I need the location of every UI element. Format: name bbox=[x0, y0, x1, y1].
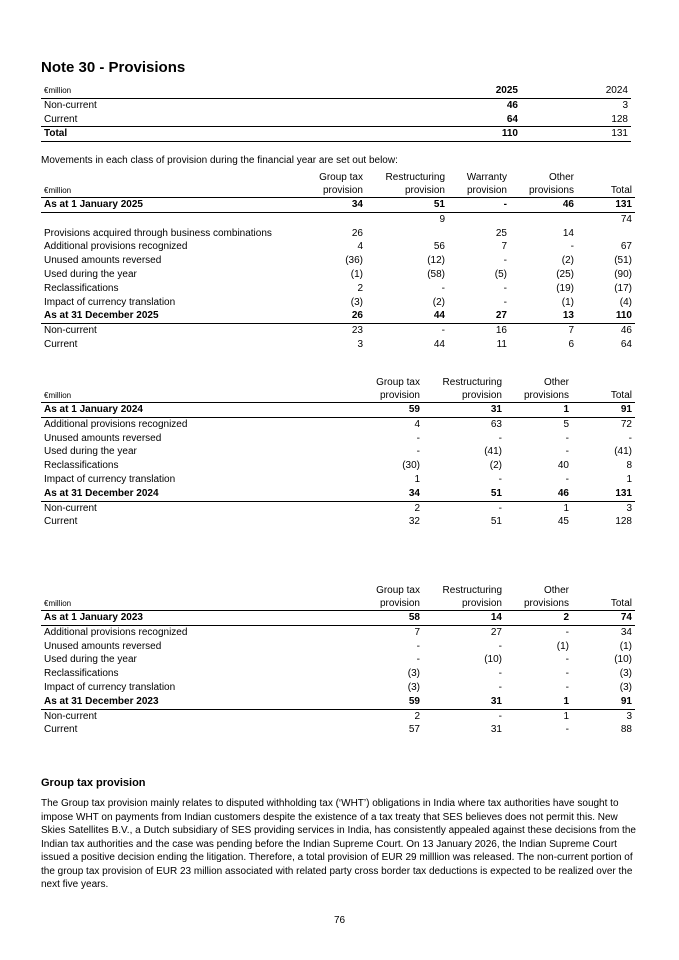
cell: - bbox=[416, 432, 420, 444]
unit-label: €million bbox=[41, 585, 351, 611]
cell: 34 bbox=[620, 626, 632, 638]
cell: (19) bbox=[556, 282, 574, 294]
cell: 46 bbox=[506, 99, 518, 111]
cell: (1) bbox=[556, 640, 569, 652]
summary-table bbox=[41, 84, 631, 142]
cell: - bbox=[565, 654, 569, 666]
cell: 3 bbox=[357, 338, 363, 350]
row-label: Provisions acquired through business combinations bbox=[44, 227, 272, 239]
row-label: Used during the year bbox=[44, 268, 137, 280]
cell: (10) bbox=[484, 654, 502, 666]
cell: 131 bbox=[521, 127, 631, 142]
intro-text: Movements in each class of provision during the financial year are set out below: bbox=[41, 155, 398, 166]
cell: - bbox=[441, 282, 445, 294]
cell: 67 bbox=[620, 241, 632, 253]
cell: 91 bbox=[572, 403, 635, 418]
table-row bbox=[41, 268, 635, 282]
rows-2023 bbox=[41, 611, 635, 738]
cell: - bbox=[565, 432, 569, 444]
cell: (1) bbox=[561, 296, 574, 308]
movements-table-2023 bbox=[41, 585, 635, 737]
row-label: Current bbox=[44, 724, 78, 736]
table-row bbox=[41, 417, 635, 431]
cell: 110 bbox=[577, 309, 635, 323]
row-label: Current bbox=[44, 516, 78, 528]
row-label: As at 31 December 2024 bbox=[41, 487, 351, 501]
row-label: Total bbox=[41, 127, 411, 142]
table-row bbox=[41, 695, 635, 709]
cell: 128 bbox=[521, 113, 631, 127]
cell: (2) bbox=[561, 255, 574, 267]
row-label: Non-current bbox=[44, 325, 97, 337]
cell bbox=[366, 227, 448, 241]
table-row bbox=[41, 296, 635, 310]
cell: (3) bbox=[350, 296, 363, 308]
cell: 51 bbox=[490, 516, 502, 528]
group-tax-section-title: Group tax provision bbox=[41, 777, 146, 789]
cell: 46 bbox=[620, 325, 632, 337]
cell: 14 bbox=[562, 227, 574, 239]
cell: (17) bbox=[614, 282, 632, 294]
col-group-tax: Group tax provision bbox=[351, 377, 423, 403]
table-row bbox=[41, 501, 635, 515]
cell: 63 bbox=[490, 418, 502, 430]
cell: - bbox=[498, 710, 502, 722]
cell: (30) bbox=[402, 460, 420, 472]
row-label bbox=[41, 212, 291, 226]
cell: 91 bbox=[572, 695, 635, 709]
row-label: As at 1 January 2024 bbox=[41, 403, 351, 418]
movements-table-2024 bbox=[41, 377, 635, 529]
cell: - bbox=[498, 681, 502, 693]
cell: 51 bbox=[423, 487, 505, 501]
cell: - bbox=[498, 432, 502, 444]
cell: - bbox=[448, 198, 510, 213]
row-label: Used during the year bbox=[44, 654, 137, 666]
table-row bbox=[41, 254, 635, 268]
cell: 64 bbox=[620, 338, 632, 350]
cell: (3) bbox=[619, 681, 632, 693]
cell: - bbox=[565, 473, 569, 485]
row-label: Used during the year bbox=[44, 446, 137, 458]
cell: - bbox=[503, 296, 507, 308]
cell: 34 bbox=[351, 487, 423, 501]
table-row bbox=[41, 459, 635, 473]
cell: 1 bbox=[414, 473, 420, 485]
row-label: Unused amounts reversed bbox=[44, 432, 162, 444]
cell: 4 bbox=[414, 418, 420, 430]
cell: 27 bbox=[448, 309, 510, 323]
cell: - bbox=[565, 724, 569, 736]
summary-unit-label: €million bbox=[41, 84, 411, 98]
cell: - bbox=[628, 432, 632, 444]
cell: (25) bbox=[556, 268, 574, 280]
cell: 1 bbox=[626, 473, 632, 485]
row-label: Reclassifications bbox=[44, 668, 119, 680]
unit-label: €million bbox=[41, 377, 351, 403]
cell: 74 bbox=[572, 611, 635, 626]
cell: - bbox=[565, 446, 569, 458]
cell: 13 bbox=[510, 309, 577, 323]
table-row bbox=[41, 212, 635, 226]
row-label: Unused amounts reversed bbox=[44, 255, 162, 267]
cell: 31 bbox=[423, 403, 505, 418]
row-label: Additional provisions recognized bbox=[44, 241, 188, 253]
table-row bbox=[41, 432, 635, 446]
table-row bbox=[41, 240, 635, 254]
cell: 88 bbox=[620, 724, 632, 736]
cell: - bbox=[441, 325, 445, 337]
cell bbox=[448, 212, 510, 226]
cell: 2 bbox=[505, 611, 572, 626]
col-warranty: Warranty provision bbox=[448, 172, 510, 198]
col-group-tax: Group tax provision bbox=[351, 585, 423, 611]
cell: 44 bbox=[433, 338, 445, 350]
summary-col-2024: 2024 bbox=[521, 84, 631, 98]
summary-col-2025: 2025 bbox=[411, 84, 521, 98]
cell: 46 bbox=[510, 198, 577, 213]
cell: (2) bbox=[489, 460, 502, 472]
cell: - bbox=[498, 473, 502, 485]
row-label: As at 31 December 2025 bbox=[41, 309, 291, 323]
cell: (36) bbox=[345, 255, 363, 267]
cell: - bbox=[498, 668, 502, 680]
cell: 1 bbox=[505, 403, 572, 418]
cell: 16 bbox=[495, 325, 507, 337]
cell: - bbox=[570, 241, 574, 253]
cell: (3) bbox=[407, 681, 420, 693]
table-row bbox=[41, 282, 635, 296]
table-row bbox=[41, 681, 635, 695]
col-other: Other provisions bbox=[510, 172, 577, 198]
page-title: Note 30 - Provisions bbox=[41, 59, 186, 76]
table-row bbox=[41, 487, 635, 501]
cell: (3) bbox=[407, 668, 420, 680]
cell: (41) bbox=[484, 446, 502, 458]
row-label: As at 31 December 2023 bbox=[41, 695, 351, 709]
table-row bbox=[41, 723, 635, 737]
row-label: Non-current bbox=[44, 710, 97, 722]
table-row bbox=[41, 227, 635, 241]
group-tax-paragraph: The Group tax provision mainly relates to disputed withholding tax (‘WHT’) obligations in India where tax authorities have sought to impose WHT on payments from Indian customers despite the existence of a tax treaty that SES believes does not permit this. New Skies Satellites B.V., a Dutch subsidiary of SES providing services in India, has consistently appealed against these decisions from the Indian tax authorities and the case was pending before the Indian Supreme Court. On 13 January 2026, the Indian Supreme Court issued a positive decision ending the litigation. Therefore, a total provision of EUR 29 milllion was released. The non-current portion of the group tax provision of EUR 23 million associated with related party cross border tax deductions is expected to be realized over the next five years. bbox=[41, 798, 636, 890]
header-row bbox=[41, 585, 635, 611]
cell: (1) bbox=[350, 268, 363, 280]
cell: 64 bbox=[411, 113, 521, 127]
unit-label: €million bbox=[41, 172, 291, 198]
cell: 26 bbox=[291, 309, 366, 323]
table-row bbox=[41, 709, 635, 723]
cell: 1 bbox=[563, 710, 569, 722]
cell: 26 bbox=[351, 227, 363, 239]
table-row bbox=[41, 653, 635, 667]
cell: 58 bbox=[351, 611, 423, 626]
cell: 31 bbox=[490, 724, 502, 736]
cell: (12) bbox=[427, 255, 445, 267]
cell: - bbox=[416, 640, 420, 652]
cell: 2 bbox=[414, 710, 420, 722]
col-total: Total bbox=[572, 377, 635, 403]
table-row bbox=[41, 324, 635, 338]
row-label: Impact of currency translation bbox=[44, 473, 176, 485]
cell: 74 bbox=[620, 213, 632, 225]
cell: 31 bbox=[423, 695, 505, 709]
cell: (90) bbox=[614, 268, 632, 280]
cell: 27 bbox=[490, 626, 502, 638]
cell: (4) bbox=[619, 296, 632, 308]
cell: 51 bbox=[366, 198, 448, 213]
cell: - bbox=[565, 668, 569, 680]
row-label: Reclassifications bbox=[44, 460, 119, 472]
cell: 110 bbox=[411, 127, 521, 142]
col-group-tax: Group tax provision bbox=[291, 172, 366, 198]
cell bbox=[291, 212, 366, 226]
row-label: Impact of currency translation bbox=[44, 296, 176, 308]
col-other: Other provisions bbox=[505, 377, 572, 403]
cell: 23 bbox=[351, 325, 363, 337]
cell: - bbox=[503, 255, 507, 267]
cell bbox=[510, 212, 577, 226]
cell: (51) bbox=[614, 255, 632, 267]
cell: 5 bbox=[563, 418, 569, 430]
cell: 2 bbox=[357, 282, 363, 294]
row-label: Current bbox=[41, 113, 411, 127]
cell: 34 bbox=[291, 198, 366, 213]
cell: (5) bbox=[494, 268, 507, 280]
header-row bbox=[41, 377, 635, 403]
cell: - bbox=[565, 681, 569, 693]
cell: (58) bbox=[427, 268, 445, 280]
table-row bbox=[41, 640, 635, 654]
cell: (1) bbox=[619, 640, 632, 652]
row-label: Current bbox=[44, 338, 78, 350]
row-label: As at 1 January 2025 bbox=[41, 198, 291, 213]
cell: 46 bbox=[505, 487, 572, 501]
cell: 59 bbox=[351, 695, 423, 709]
cell: 1 bbox=[563, 502, 569, 514]
cell: 45 bbox=[557, 516, 569, 528]
cell: 7 bbox=[414, 626, 420, 638]
table-row bbox=[41, 338, 635, 352]
table-row bbox=[41, 113, 631, 127]
col-restructuring: Restructuring provision bbox=[366, 172, 448, 198]
cell: 131 bbox=[577, 198, 635, 213]
cell: 59 bbox=[351, 403, 423, 418]
table-row bbox=[41, 667, 635, 681]
cell: 44 bbox=[366, 309, 448, 323]
row-label: Additional provisions recognized bbox=[44, 626, 188, 638]
cell: 131 bbox=[572, 487, 635, 501]
table-row bbox=[41, 127, 631, 142]
cell: - bbox=[503, 282, 507, 294]
cell: - bbox=[416, 446, 420, 458]
col-restructuring: Restructuring provision bbox=[423, 377, 505, 403]
col-total: Total bbox=[572, 585, 635, 611]
cell: - bbox=[416, 654, 420, 666]
cell: 40 bbox=[557, 460, 569, 472]
cell: (3) bbox=[619, 668, 632, 680]
cell: 3 bbox=[626, 502, 632, 514]
row-label: Non-current bbox=[44, 502, 97, 514]
row-label: Non-current bbox=[44, 99, 97, 111]
table-row bbox=[41, 98, 631, 112]
cell: - bbox=[565, 626, 569, 638]
cell: 32 bbox=[408, 516, 420, 528]
cell: 11 bbox=[496, 338, 507, 350]
table-row bbox=[41, 445, 635, 459]
summary-header-row bbox=[41, 84, 631, 98]
cell: 14 bbox=[423, 611, 505, 626]
table-row bbox=[41, 515, 635, 529]
cell: 7 bbox=[568, 325, 574, 337]
cell: (10) bbox=[614, 654, 632, 666]
rows-2024 bbox=[41, 403, 635, 530]
cell: (41) bbox=[614, 446, 632, 458]
row-label: Impact of currency translation bbox=[44, 681, 176, 693]
cell: 56 bbox=[433, 241, 445, 253]
row-label: Unused amounts reversed bbox=[44, 640, 162, 652]
cell: 2 bbox=[414, 502, 420, 514]
row-label: As at 1 January 2023 bbox=[41, 611, 351, 626]
cell: 25 bbox=[495, 227, 507, 239]
table-row bbox=[41, 309, 635, 323]
rows-2025 bbox=[41, 198, 635, 352]
cell bbox=[577, 227, 635, 241]
row-label: Reclassifications bbox=[44, 282, 119, 294]
cell: 3 bbox=[622, 99, 628, 111]
movements-table-2025 bbox=[41, 172, 635, 352]
col-total: Total bbox=[577, 172, 635, 198]
header-row bbox=[41, 172, 635, 198]
cell: 72 bbox=[620, 418, 632, 430]
cell: 7 bbox=[501, 241, 507, 253]
table-row bbox=[41, 473, 635, 487]
cell: 128 bbox=[615, 516, 632, 528]
cell: 3 bbox=[626, 710, 632, 722]
cell: (2) bbox=[432, 296, 445, 308]
cell: 4 bbox=[357, 241, 363, 253]
cell: 8 bbox=[626, 460, 632, 472]
cell: - bbox=[498, 502, 502, 514]
cell: 6 bbox=[568, 338, 574, 350]
cell: - bbox=[498, 640, 502, 652]
table-row bbox=[41, 611, 635, 626]
table-row bbox=[41, 625, 635, 639]
cell: 1 bbox=[505, 695, 572, 709]
row-label: Additional provisions recognized bbox=[44, 418, 188, 430]
table-row bbox=[41, 198, 635, 213]
cell: 57 bbox=[408, 724, 420, 736]
page-number: 76 bbox=[333, 915, 346, 926]
table-row bbox=[41, 403, 635, 418]
cell: 9 bbox=[439, 213, 445, 225]
col-restructuring: Restructuring provision bbox=[423, 585, 505, 611]
col-other: Other provisions bbox=[505, 585, 572, 611]
